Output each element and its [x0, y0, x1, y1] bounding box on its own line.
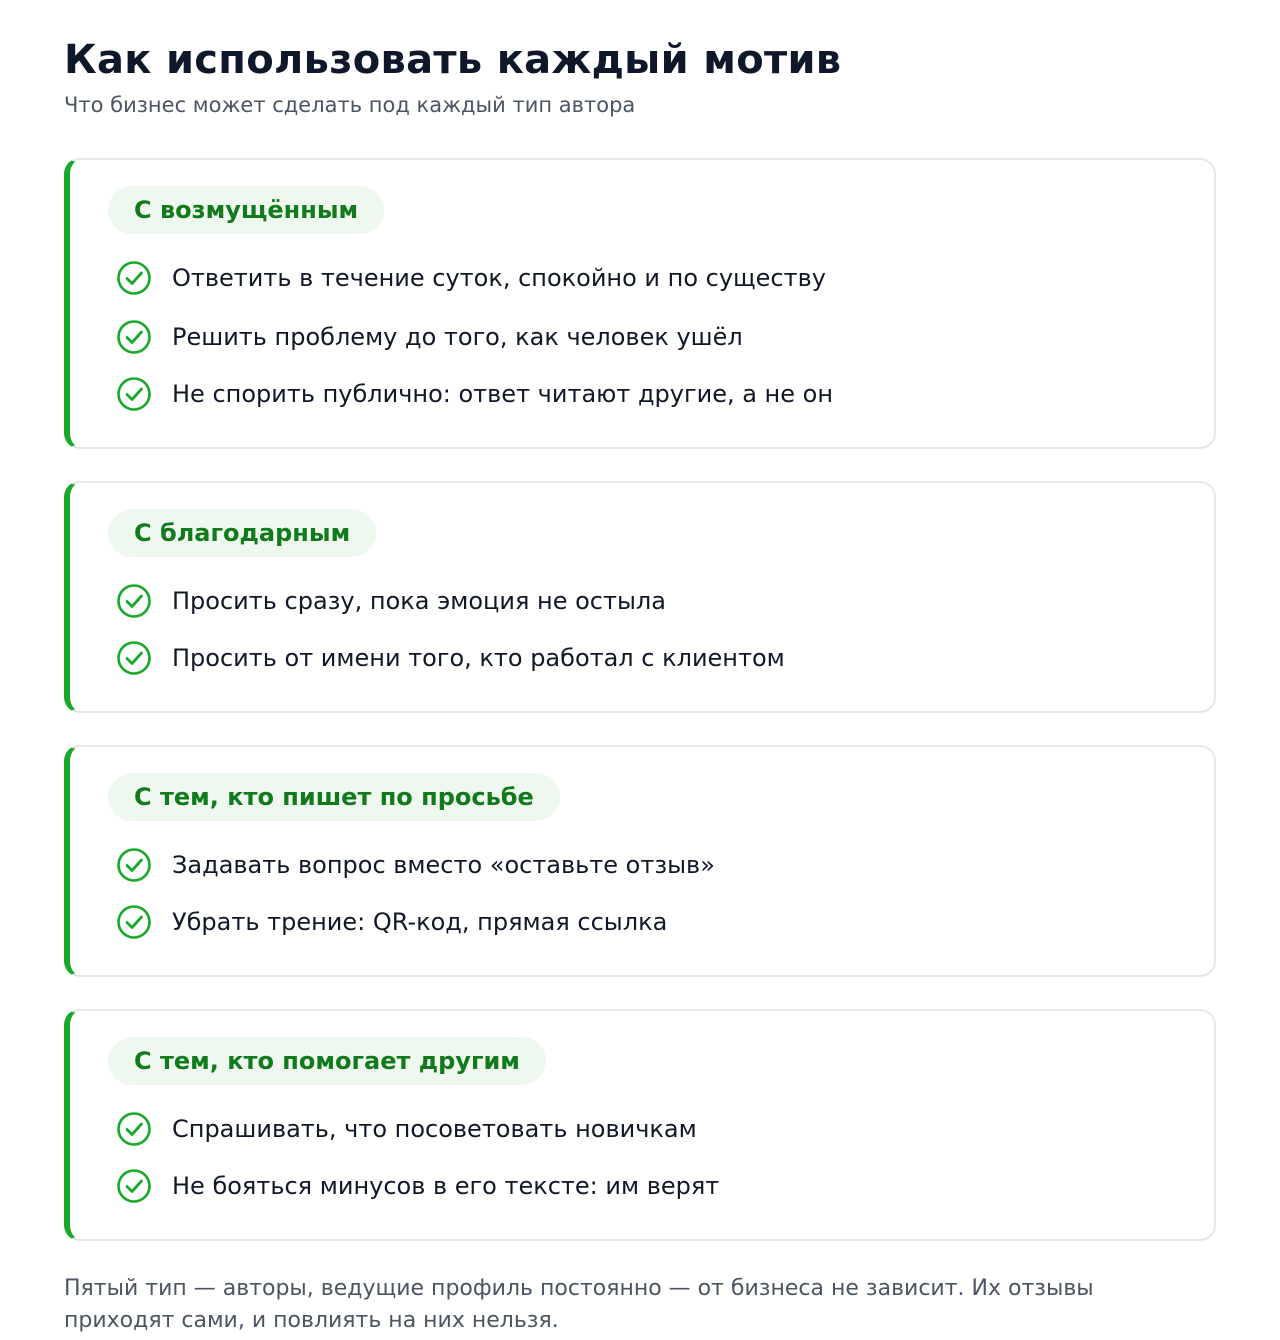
page-subtitle: Что бизнес может сделать под каждый тип автора	[64, 93, 636, 117]
tip-text: Убрать трение: QR-код, прямая ссылка	[172, 907, 668, 936]
check-circle-icon	[116, 904, 152, 940]
tips-list	[108, 1099, 1174, 1213]
check-circle-icon	[116, 583, 152, 619]
tip-item	[108, 630, 1174, 685]
check-circle-icon	[116, 376, 152, 412]
card-tag: С благодарным	[108, 509, 376, 557]
check-circle-icon	[116, 847, 152, 883]
tip-item	[108, 1099, 1174, 1158]
tip-item	[108, 571, 1174, 630]
tip-item	[108, 894, 1174, 949]
tips-list	[108, 571, 1174, 685]
tip-text: Решить проблему до того, как человек ушёл	[172, 322, 743, 351]
tip-item	[108, 248, 1174, 307]
motive-card-helper	[64, 1009, 1216, 1241]
check-circle-icon	[116, 1168, 152, 1204]
check-circle-icon	[116, 1111, 152, 1147]
tip-text: Не бояться минусов в его тексте: им верят	[172, 1171, 720, 1200]
tips-list	[108, 248, 1174, 421]
motive-card-outraged	[64, 158, 1216, 449]
motive-cards	[64, 158, 1216, 1241]
check-circle-icon	[116, 640, 152, 676]
motive-card-grateful	[64, 481, 1216, 713]
tip-text: Спрашивать, что посоветовать новичкам	[172, 1114, 697, 1143]
tip-text: Просить от имени того, кто работал с клиентом	[172, 643, 785, 672]
tip-text: Не спорить публично: ответ читают другие, а не он	[172, 379, 834, 408]
check-circle-icon	[116, 260, 152, 296]
motive-card-on-request	[64, 745, 1216, 977]
tip-item	[108, 1158, 1174, 1213]
page-title: Как использовать каждый мотив	[64, 37, 842, 83]
tip-item	[108, 835, 1174, 894]
check-circle-icon	[116, 319, 152, 355]
tip-text: Задавать вопрос вместо «оставьте отзыв»	[172, 850, 715, 879]
tip-item	[108, 307, 1174, 366]
card-tag: С возмущённым	[108, 186, 384, 234]
tip-text: Просить сразу, пока эмоция не остыла	[172, 586, 666, 615]
tip-item	[108, 366, 1174, 421]
footnote: Пятый тип — авторы, ведущие профиль постоянно — от бизнеса не зависит. Их отзывы приходят сами, и повлиять на них нельзя.	[64, 1276, 1094, 1333]
tips-list	[108, 835, 1174, 949]
card-tag: С тем, кто помогает другим	[108, 1037, 546, 1085]
tip-text: Ответить в течение суток, спокойно и по существу	[172, 263, 826, 292]
card-tag: С тем, кто пишет по просьбе	[108, 773, 560, 821]
